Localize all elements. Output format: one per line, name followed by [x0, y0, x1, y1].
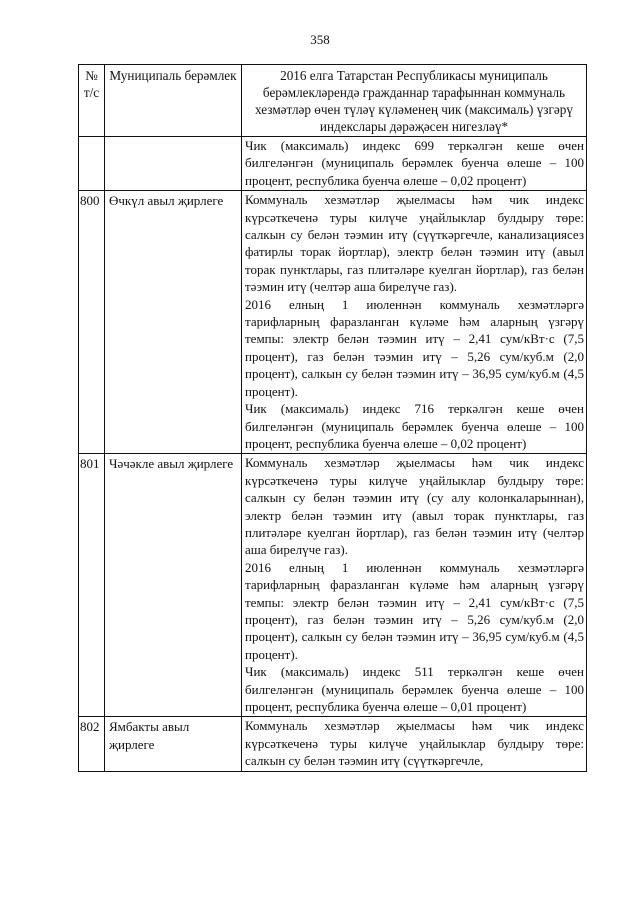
paragraph: Чик (максималь) индекс 511 теркәлгән кеше өчен билгеләнгән (муниципаль берәмлек буенча өлеше – 100 процент, республика буенча өлеше – 0,01 процент): [245, 664, 584, 714]
paragraph: Коммуналь хезмәтләр җыелмасы һәм чик индекс күрсәткеченә туры килүче уңайлыклар булдыру төре: салкын су белән тәэмин итү (сүүткәргечле,: [245, 718, 584, 769]
row-description: [242, 717, 587, 771]
paragraph: Коммуналь хезмәтләр җыелмасы һәм чик индекс күрсәткеченә туры килүче уңайлыклар булдыру төре: салкын су белән тәэмин итү (сүүткәргечле, канализациясез фатирлы торак йортлар), электр белән тәэмин итү (авыл торак пунктлары, газ плитәләре куелган йортлар), газ белән тәэмин итү (челтәр аша бирелүче газ).: [245, 192, 584, 295]
header-description: 2016 елга Татарстан Республикасы муниципаль берәмлекләрендә гражданнар тарафыннан коммуналь хезмәтләр өчен түләү күләменең чик (максималь) үзгәрү индекслары дәрәҗәсен нигезләү*: [242, 65, 587, 137]
row-municipality: Ямбакты авыл җирлеге: [105, 717, 242, 771]
row-number: 800: [79, 191, 105, 454]
row-description: [242, 191, 587, 454]
table-row: [79, 137, 587, 191]
table-row: [79, 717, 587, 771]
header-municipality: Муниципаль берәмлек: [105, 65, 242, 137]
table-row: [79, 454, 587, 717]
table-row: [79, 191, 587, 454]
row-description: [242, 137, 587, 191]
row-number: [79, 137, 105, 191]
table-header-row: [79, 65, 587, 137]
tariff-index-table: [78, 64, 587, 772]
paragraph: Чик (максималь) индекс 716 теркәлгән кеше өчен билгеләнгән (муниципаль берәмлек буенча өлеше – 100 процент, республика буенча өлеше – 0,02 процент): [245, 401, 584, 451]
paragraph: Коммуналь хезмәтләр җыелмасы һәм чик индекс күрсәткеченә туры килүче уңайлыклар булдыру төре: салкын су белән тәэмин итү (су алу колонкаларыннан), электр белән тәэмин итү (авыл торак пунктлары, газ плитәләре куелган йортлар), газ белән тәэмин итү (челтәр аша бирелүче газ).: [245, 455, 584, 558]
row-municipality: [105, 137, 242, 191]
page-number: 358: [310, 32, 330, 47]
paragraph: Чик (максималь) индекс 699 теркәлгән кеше өчен билгеләнгән (муниципаль берәмлек буенча өлеше – 100 процент, республика буенча өлеше – 0,02 процент): [245, 138, 584, 188]
paragraph: 2016 елның 1 июленнән коммуналь хезмәтләргә тарифларның фаразланган күләме һәм аларның үзгәрү темпы: электр белән тәэмин итү – 2,41 сум/кВт·с (7,5 процент), газ белән тәэмин итү – 5,26 сум/куб.м (2,0 процент), салкын су белән тәэмин итү – 36,95 сум/куб.м (4,5 процент).: [245, 559, 584, 662]
row-number: 802: [79, 717, 105, 771]
paragraph: 2016 елның 1 июленнән коммуналь хезмәтләргә тарифларның фаразланган күләме һәм аларның үзгәрү темпы: электр белән тәэмин итү – 2,41 сум/кВт·с (7,5 процент), газ белән тәэмин итү – 5,26 сум/куб.м (2,0 процент), салкын су белән тәэмин итү – 36,95 сум/куб.м (4,5 процент).: [245, 296, 584, 399]
row-municipality: Чәчәкле авыл җирлеге: [105, 454, 242, 717]
row-description: [242, 454, 587, 717]
row-number: 801: [79, 454, 105, 717]
header-number: № т/с: [79, 65, 105, 137]
row-municipality: Өчкүл авыл җирлеге: [105, 191, 242, 454]
